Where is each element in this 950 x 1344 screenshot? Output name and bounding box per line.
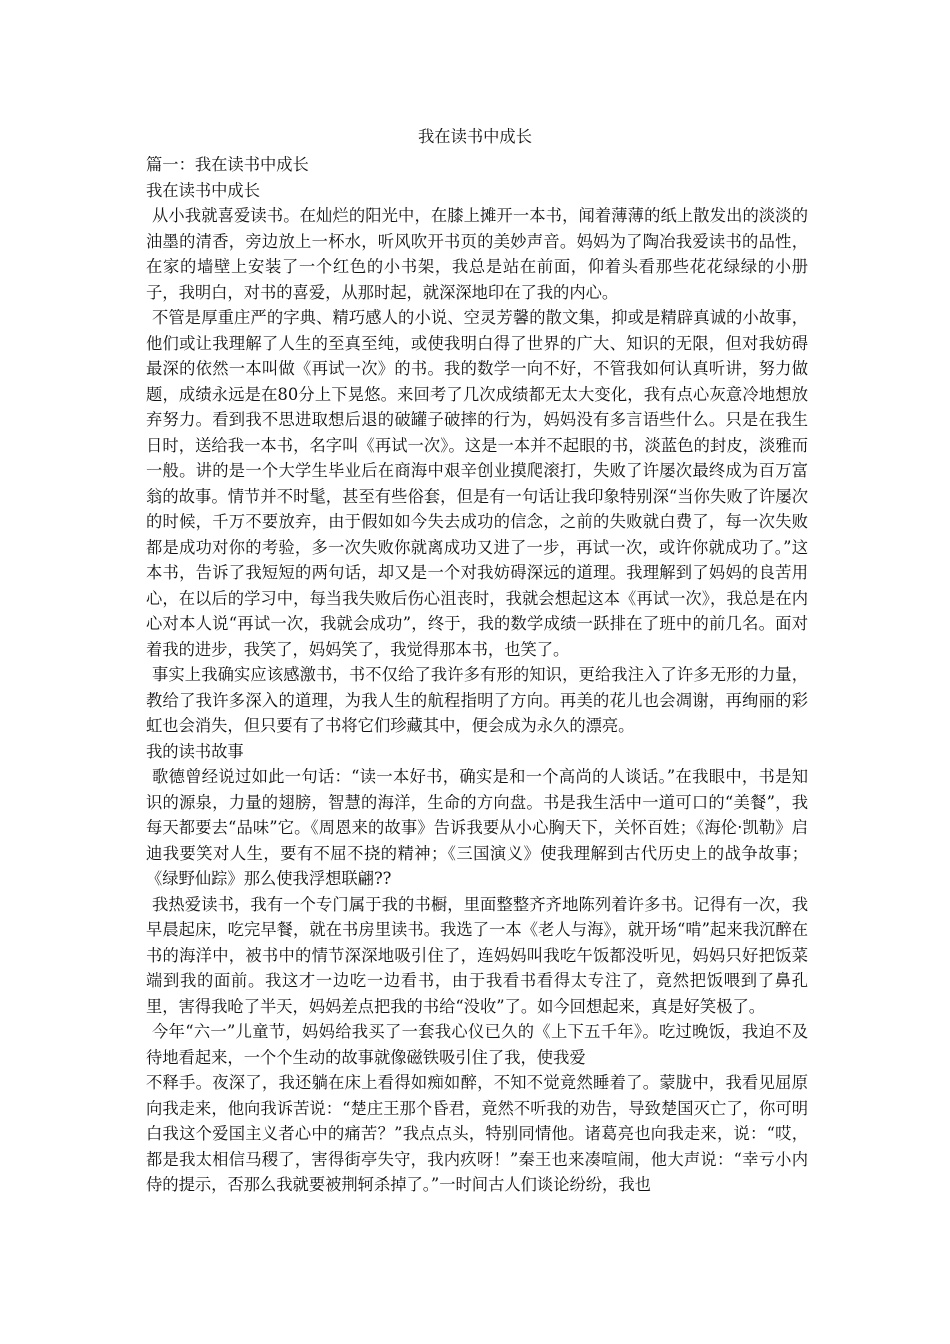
section-heading: 篇一：我在读书中成长	[146, 155, 309, 174]
paragraph: 从小我就喜爱读书。在灿烂的阳光中，在膝上摊开一本书，闻着薄薄的纸上散发出的淡淡的油墨的清香，旁边放上一杯水，听风吹开书页的美妙声音。妈妈为了陶冶我爱读书的品性，在家的墙壁上安装了一个红色的小书架，我总是站在前面，仰着头看那些花花绿绿的小册子，我明白，对书的喜爱，从那时起，就深深地印在了我的内心。	[146, 206, 808, 302]
document-body	[146, 152, 808, 1198]
paragraph: 今年“六一”儿童节，妈妈给我买了一套我心仪已久的《上下五千年》。吃过晚饭，我迫不及待地看起来，一个个生动的故事就像磁铁吸引住了我，使我爱	[146, 1022, 808, 1067]
paragraph-continuation: 不释手。夜深了，我还躺在床上看得如痴如醉，不知不觉竟然睡着了。蒙胧中，我看见屈原向我走来，他向我诉苦说：“楚庄王那个昏君，竟然不听我的劝告，导致楚国灭亡了，你可明白我这个爱国主义者心中的痛苦？”我点点头，特别同情他。诸葛亮也向我走来，说：“哎，都是我太相信马稷了，害得街亭失守，我内疚呀！”秦王也来凑喧闹，他大声说：“幸亏小内侍的提示，否那么我就要被荆轲杀掉了。”一时间古人们谈论纷纷，我也	[146, 1073, 808, 1194]
paragraph: 事实上我确实应该感激书，书不仅给了我许多有形的知识，更给我注入了许多无形的力量，教给了我许多深入的道理，为我人生的航程指明了方向。再美的花儿也会凋谢，再绚丽的彩虹也会消失，但只要有了书将它们珍藏其中，便会成为永久的漂亮。	[146, 665, 808, 735]
story-heading: 我的读书故事	[146, 741, 244, 761]
sub-heading: 我在读书中成长	[146, 180, 260, 200]
paragraph: 不管是厚重庄严的字典、精巧感人的小说、空灵芳馨的散文集，抑或是精辟真诚的小故事，他们或让我理解了人生的至真至纯，或使我明白得了世界的广大、知识的无限，但对我妨碍最深的依然一本叫做《再试一次》的书。我的数学一向不好，不管我如何认真听讲，努力做题，成绩永远是在80分上下晃悠。来回考了几次成绩都无太大变化，我有点心灰意冷地想放弃努力。看到我不思进取想后退的破罐子破摔的行为，妈妈没有多言语些什么。只是在我生日时，送给我一本书，名字叫《再试一次》。这是一本并不起眼的书，淡蓝色的封皮，淡雅而一般。讲的是一个大学生毕业后在商海中艰辛创业摸爬滚打，失败了许屡次最终成为百万富翁的故事。情节并不时髦，甚至有些俗套，但是有一句话让我印象特别深“当你失败了许屡次的时候，千万不要放弃，由于假如如今失去成功的信念，之前的失败就白费了，每一次失败都是成功对你的考验，多一次失败你就离成功又进了一步，再试一次，或许你就成功了。”这本书，告诉了我短短的两句话，却又是一个对我妨碍深远的道理。我理解到了妈妈的良苦用心，在以后的学习中，每当我失败后伤心沮丧时，我就会想起这本《再试一次》，我总是在内心对本人说“再试一次，我就会成功”，终于，我的数学成绩一跃排在了班中的前几名。面对着我的进步，我笑了，妈妈笑了，我觉得那本书，也笑了。	[146, 308, 808, 659]
document-title: 我在读书中成长	[418, 127, 532, 146]
paragraph: 歌德曾经说过如此一句话：“读一本好书，确实是和一个高尚的人谈话。”在我眼中，书是知识的源泉，力量的翅膀，智慧的海洋，生命的方向盘。书是我生活中一道可口的“美餐”，我每天都要去“品味”它。《周恩来的故事》告诉我要从小心胸天下，关怀百姓；《海伦·凯勒》启迪我要笑对人生，要有不屈不挠的精神；《三国演义》使我理解到古代历史上的战争故事；《绿野仙踪》那么使我浮想联翩??	[146, 767, 808, 888]
paragraph: 我热爱读书，我有一个专门属于我的书橱，里面整整齐齐地陈列着许多书。记得有一次，我早晨起床，吃完早餐，就在书房里读书。我选了一本《老人与海》，就开场“啃”起来我沉醉在书的海洋中，被书中的情节深深地吸引住了，连妈妈叫我吃午饭都没听见，妈妈只好把饭菜端到我的面前。我这才一边吃一边看书，由于我看书看得太专注了，竟然把饭喂到了鼻孔里，害得我呛了半天，妈妈差点把我的书给“没收”了。如今回想起来，真是好笑极了。	[146, 894, 808, 1016]
